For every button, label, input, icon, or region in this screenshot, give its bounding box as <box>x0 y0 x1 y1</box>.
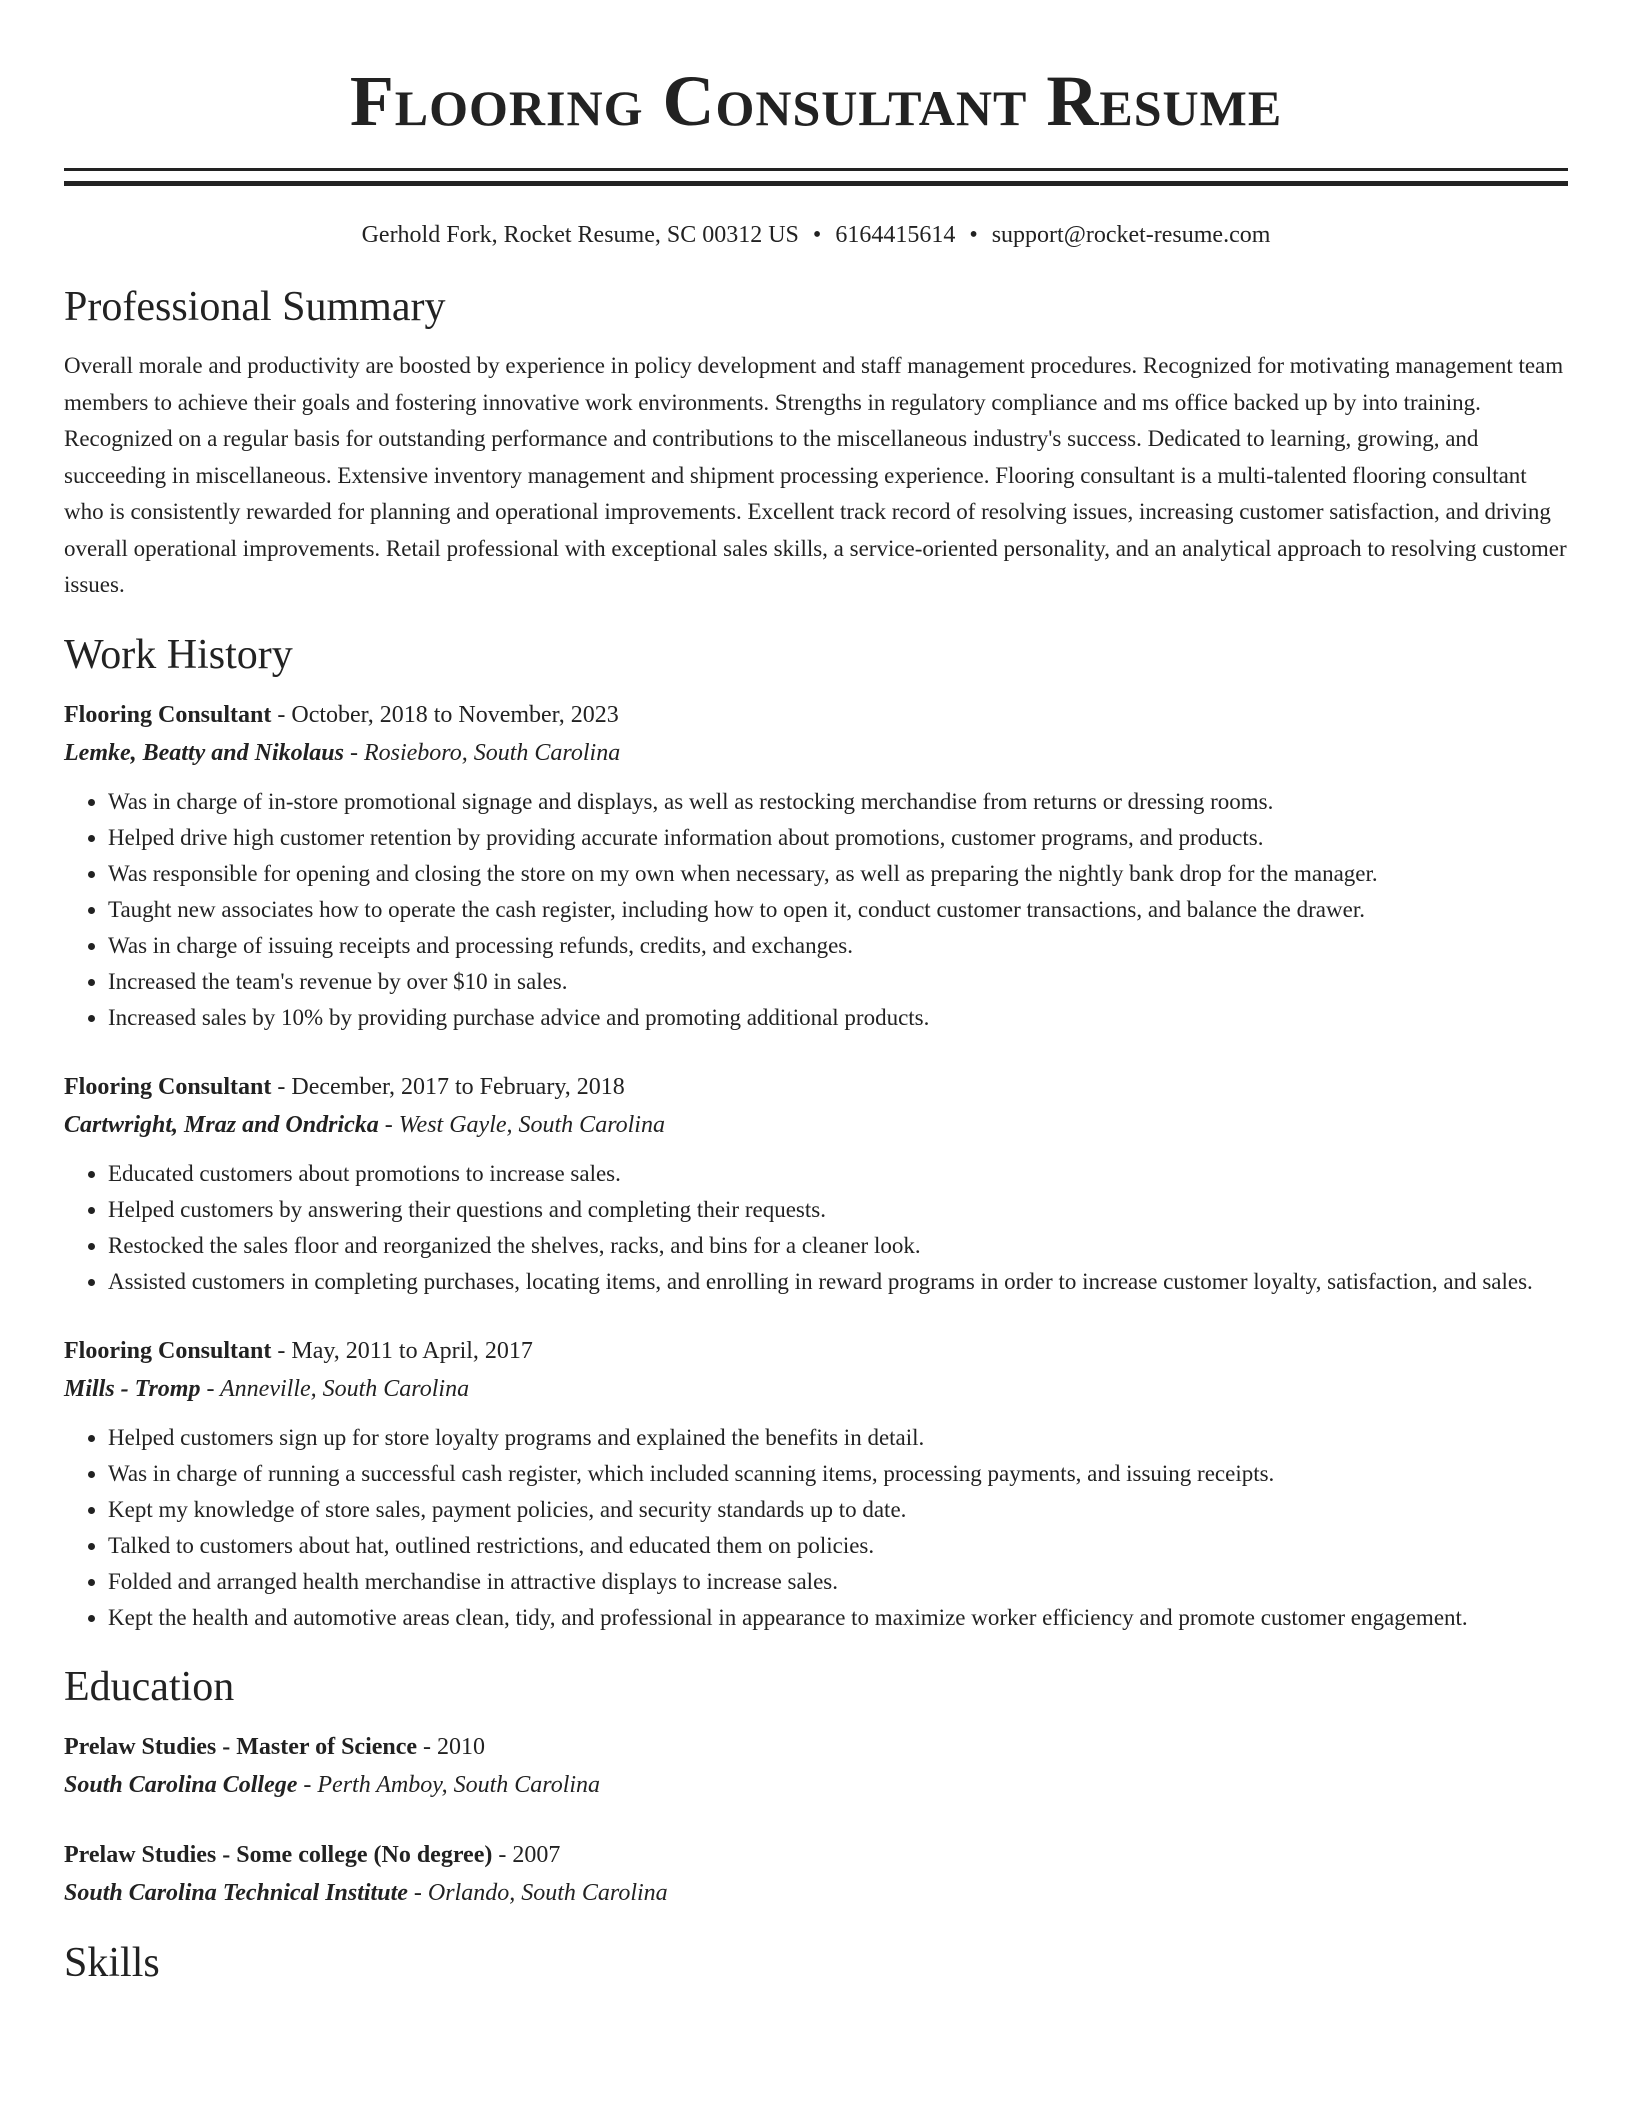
job-company: Lemke, Beatty and Nikolaus <box>64 739 344 766</box>
job-role: Flooring Consultant <box>64 701 272 728</box>
job-location: - Anneville, South Carolina <box>200 1375 470 1402</box>
section-heading-education: Education <box>64 1663 235 1710</box>
resume-title: Flooring Consultant Resume <box>349 61 1283 141</box>
contact-email: support@rocket-resume.com <box>991 222 1271 248</box>
job-company-line <box>64 734 1568 772</box>
education-entry <box>64 1836 1568 1912</box>
education-school-line <box>64 1874 1568 1912</box>
job-dates: - December, 2017 to February, 2018 <box>271 1073 625 1100</box>
job-role: Flooring Consultant <box>64 1337 272 1364</box>
education-degree: Prelaw Studies - Some college (No degree) <box>64 1841 493 1868</box>
contact-address: Gerhold Fork, Rocket Resume, SC 00312 US <box>361 222 799 248</box>
job-bullet: • Kept my knowledge of store sales, payment policies, and security standards up to date. <box>108 1492 1568 1528</box>
job-bullet: • Educated customers about promotions to increase sales. <box>108 1156 1568 1192</box>
job-bullet: • Was in charge of issuing receipts and processing refunds, credits, and exchanges. <box>108 928 1568 964</box>
job-company: Mills - Tromp <box>64 1375 201 1402</box>
job-bullet: • Folded and arranged health merchandise in attractive displays to increase sales. <box>108 1564 1568 1600</box>
job-bullet: • Was in charge of running a successful cash register, which included scanning items, processing payments, and issuing receipts. <box>108 1456 1568 1492</box>
education-entry <box>64 1728 1568 1804</box>
job-bullet: • Helped customers sign up for store loyalty programs and explained the benefits in detail. <box>108 1420 1568 1456</box>
education-degree-line <box>64 1836 1568 1874</box>
education-location: - Perth Amboy, South Carolina <box>297 1771 601 1798</box>
job-company-line <box>64 1370 1568 1408</box>
job-location: - Rosieboro, South Carolina <box>343 739 621 766</box>
job-company-line <box>64 1106 1568 1144</box>
job-entry <box>64 1068 1568 1300</box>
job-bullet: • Assisted customers in completing purchases, locating items, and enrolling in reward programs in order to increase customer loyalty, satisfaction, and sales. <box>108 1264 1568 1300</box>
education-year: - 2007 <box>492 1841 561 1868</box>
section-heading-work-history: Work History <box>64 631 293 678</box>
job-bullets <box>64 784 1568 1036</box>
education-year: - 2010 <box>417 1733 486 1760</box>
job-bullet: • Helped drive high customer retention by providing accurate information about promotions, customer programs, and products. <box>108 820 1568 856</box>
summary-paragraph: Overall morale and productivity are boosted by experience in policy development and staff management procedures. Recognized for motivating management team members to achieve their goals and fostering innovative work environments. Strengths in regulatory compliance and ms office backed up by into training. Recognized on a regular basis for outstanding performance and contributions to the miscellaneous industry's success. Dedicated to learning, growing, and succeeding in miscellaneous. Extensive inventory management and shipment processing experience. Flooring consultant is a multi-talented flooring consultant who is consistently rewarded for planning and operational improvements. Excellent track record of resolving issues, increasing customer satisfaction, and driving overall operational improvements. Retail professional with exceptional sales skills, a service-oriented personality, and an analytical approach to resolving customer issues. <box>64 353 1567 597</box>
section-heading-skills: Skills <box>64 1939 160 1986</box>
section-heading-summary: Professional Summary <box>64 284 446 330</box>
job-title-line <box>64 1332 1568 1370</box>
job-bullet: • Restocked the sales floor and reorganized the shelves, racks, and bins for a cleaner look. <box>108 1228 1568 1264</box>
education-school-line <box>64 1766 1568 1804</box>
job-bullet: • Talked to customers about hat, outlined restrictions, and educated them on policies. <box>108 1528 1568 1564</box>
job-entry <box>64 696 1568 1036</box>
resume-page <box>64 0 1568 1988</box>
job-entry <box>64 1332 1568 1636</box>
contact-line <box>64 220 1568 250</box>
job-company: Cartwright, Mraz and Ondricka <box>64 1111 379 1138</box>
education-school: South Carolina College <box>64 1771 298 1798</box>
job-title-line <box>64 1068 1568 1106</box>
job-bullet: • Increased the team's revenue by over $10 in sales. <box>108 964 1568 1000</box>
job-dates: - May, 2011 to April, 2017 <box>271 1337 533 1364</box>
job-bullet: • Was in charge of in-store promotional signage and displays, as well as restocking merchandise from returns or dressing rooms. <box>108 784 1568 820</box>
title-double-rule <box>64 168 1568 186</box>
job-bullet: • Was responsible for opening and closing the store on my own when necessary, as well as preparing the nightly bank drop for the manager. <box>108 856 1568 892</box>
job-bullets <box>64 1420 1568 1636</box>
contact-separator: • <box>812 222 822 248</box>
education-location: - Orlando, South Carolina <box>407 1879 668 1906</box>
job-dates: - October, 2018 to November, 2023 <box>271 701 619 728</box>
job-bullets <box>64 1156 1568 1300</box>
job-bullet: • Increased sales by 10% by providing purchase advice and promoting additional products. <box>108 1000 1568 1036</box>
job-title-line <box>64 696 1568 734</box>
education-school: South Carolina Technical Institute <box>64 1879 408 1906</box>
education-degree-line <box>64 1728 1568 1766</box>
job-bullet: • Kept the health and automotive areas clean, tidy, and professional in appearance to maximize worker efficiency and promote customer engagement. <box>108 1600 1568 1636</box>
job-location: - West Gayle, South Carolina <box>378 1111 665 1138</box>
job-bullet: • Helped customers by answering their questions and completing their requests. <box>108 1192 1568 1228</box>
job-role: Flooring Consultant <box>64 1073 272 1100</box>
contact-phone: 6164415614 <box>835 222 956 248</box>
contact-separator: • <box>969 222 978 248</box>
education-degree: Prelaw Studies - Master of Science <box>64 1733 418 1760</box>
job-bullet: • Taught new associates how to operate the cash register, including how to open it, conduct customer transactions, and balance the drawer. <box>108 892 1568 928</box>
